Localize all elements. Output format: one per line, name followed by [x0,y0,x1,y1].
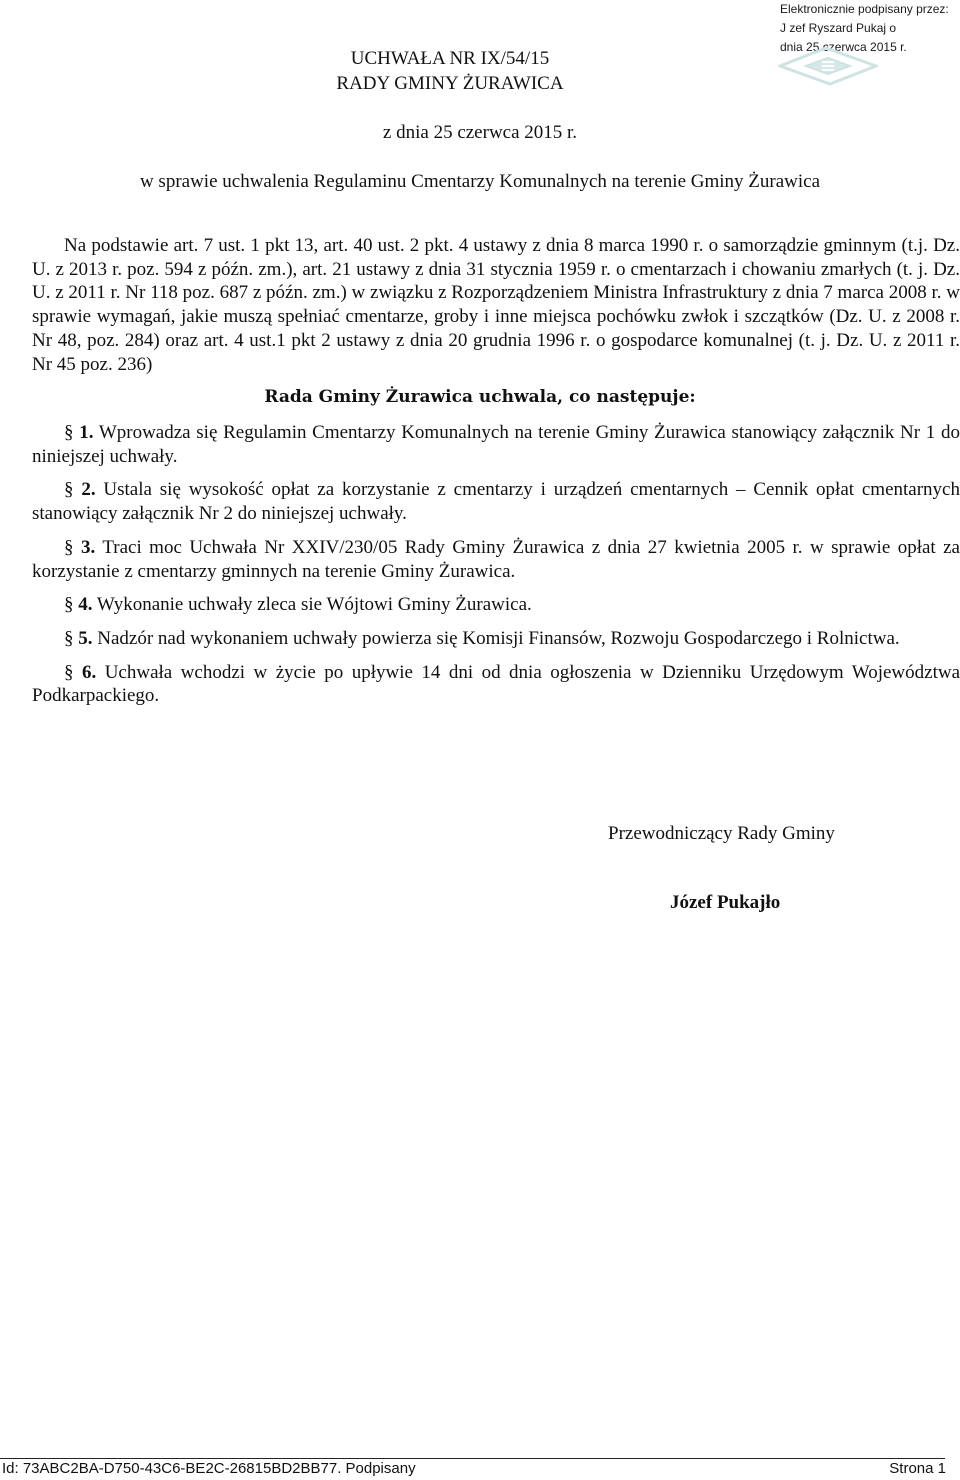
section-number: 5. [78,627,93,649]
council-name: RADY GMINY ŻURAWICA [336,73,564,94]
sections-list [32,421,960,708]
section-text: Traci moc Uchwała Nr XXIV/230/05 Rady Gminy Żurawica z dnia 27 kwietnia 2005 r. w sprawie opłat za korzystanie z cmentarzy gminnych na terenie Gminy Żurawica. [32,536,960,582]
section-number: 6. [81,661,97,683]
section-text: Wprowadza się Regulamin Cmentarzy Komunalnych na terenie Gminy Żurawica stanowiący załącznik Nr 1 do niniejszej uchwały. [32,422,960,467]
preamble-text: Na podstawie art. 7 ust. 1 pkt 13, art. 40 ust. 2 pkt. 4 ustawy z dnia 8 marca 1990 r. o samorządzie gminnym (t.j. Dz. U. z 2013 r. poz. 594 z późn. zm.), art. 21 ustawy z dnia 31 stycznia 1959 r. o cmentarzach i chowaniu zmarłych (t. j. Dz. U. z 2011 r. Nr 118 poz. 687 z późn. zm.) w związku z Rozporządzeniem Ministra Infrastruktury z dnia 7 marca 2008 r. w sprawie wymagań, jakie muszą spełniać cmentarze, groby i inne miejsca pochówku zwłok i szczątków (Dz. U. z 2008 r. Nr 48, poz. 284) oraz art. 4 ust.1 pkt 2 ustawy z dnia 20 grudnia 1996 r. o gospodarce komunalnej (t. j. Dz. U. z 2011 r. Nr 45 poz. 236) [32,235,960,375]
section-5 [32,627,960,651]
section-3 [32,536,960,583]
document-id: Id: 73ABC2BA-D750-43C6-BE2C-26815BD2BB77. Podpisany [2,1460,416,1477]
resolution-subject: w sprawie uchwalenia Regulaminu Cmentarzy Komunalnych na terenie Gminy Żurawica [139,171,821,192]
signatory-role: Przewodniczący Rady Gminy [608,823,835,844]
section-number: 1. [79,422,94,443]
section-symbol: § [64,661,82,683]
resolves-heading: Rada Gminy Żurawica uchwala, co następuje: [264,387,696,407]
resolution-title: UCHWAŁA NR IX/54/15 [350,48,550,69]
page-number: Strona 1 [889,1460,946,1477]
section-text: Nadzór nad wykonaniem uchwały powierza się Komisji Finansów, Rozwoju Gospodarczego i Rolnictwa. [97,627,900,649]
section-6 [32,661,960,708]
signatory-name: Józef Pukajło [670,892,781,913]
resolution-date: z dnia 25 czerwca 2015 r. [382,122,578,143]
footer-divider [0,1458,945,1459]
signature-line-3: dnia 25 czerwca 2015 r. [780,40,907,54]
section-number: 4. [78,594,93,616]
section-symbol: § [64,536,81,558]
section-4 [32,593,960,617]
section-symbol: § [64,422,80,443]
section-text: Uchwała wchodzi w życie po upływie 14 dni od dnia ogłoszenia w Dzienniku Urzędowym Województwa Podkarpackiego. [32,661,960,707]
signature-line-1: Elektronicznie podpisany przez: [780,2,949,16]
preamble-block [32,234,960,376]
section-text: Ustala się wysokość opłat za korzystanie z cmentarzy i urządzeń cmentarnych – Cennik opłat cmentarnych stanowiący załącznik Nr 2 do niniejszej uchwały. [32,479,960,525]
section-symbol: § [64,594,79,616]
signature-stamp-icon [778,46,878,86]
section-1 [32,421,960,468]
section-number: 2. [81,479,96,501]
section-2 [32,478,960,525]
section-text: Wykonanie uchwały zleca sie Wójtowi Gminy Żurawica. [96,594,532,616]
signature-line-2: J zef Ryszard Pukaj o [780,21,897,35]
section-symbol: § [64,479,82,501]
section-number: 3. [80,536,96,558]
section-symbol: § [64,627,79,649]
